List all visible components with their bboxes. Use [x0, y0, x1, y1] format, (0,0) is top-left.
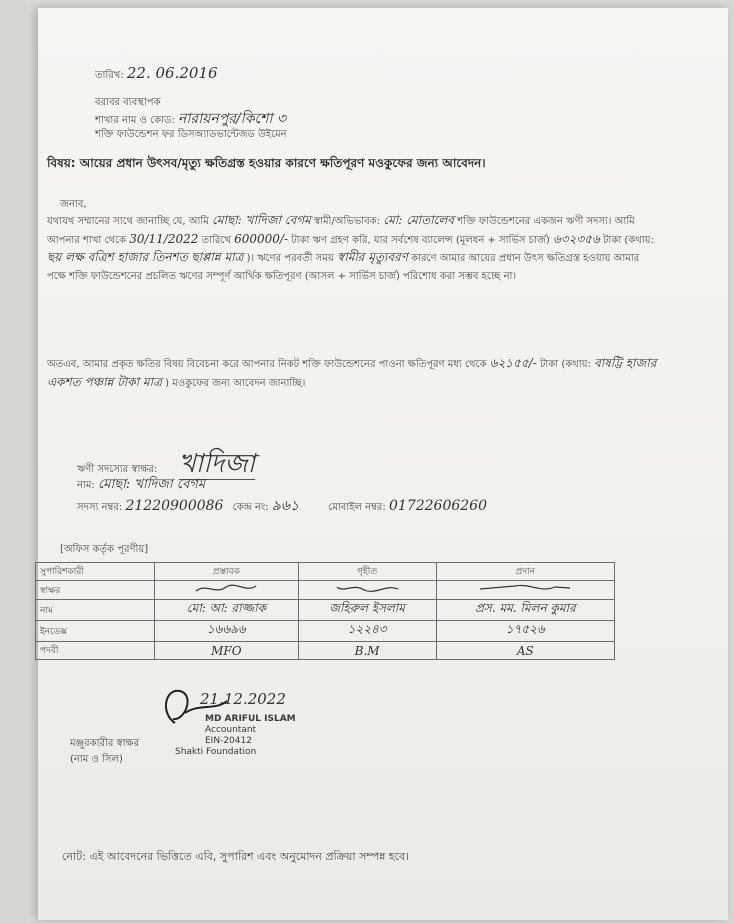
balance-words: ছয় লক্ষ বত্রিশ হাজার তিনশত ছাপ্পান্ন মাত্র [47, 250, 244, 264]
table-row [36, 600, 615, 621]
table-cell: MFO [155, 642, 299, 660]
borrower-details-line [77, 494, 487, 518]
p1-text-b: স্বামী/অভিভাবক: [314, 216, 381, 227]
signature-cell [436, 581, 614, 600]
org-line: শক্তি ফাউন্ডেশন ফর ডিসঅ্যাডভান্টেজড উইমেন [95, 129, 287, 140]
guardian-name: মো: মোতালেব [383, 213, 455, 227]
signature-cell [155, 581, 299, 600]
borrower-name-line [77, 475, 205, 496]
table-row [36, 621, 615, 642]
stamp-title: Accountant [205, 725, 257, 735]
table-cell: ১৬৬৯৬ [155, 621, 299, 642]
branch-value: নারায়নপুর/কিশো ৩ [177, 111, 287, 127]
salutation: জনাব, [60, 199, 87, 210]
table-header-row [36, 563, 615, 581]
waiver-words: বাষট্টি হাজার একশত পঞ্চান্ন টাকা মাত্র [47, 356, 657, 389]
body-paragraph-2 [47, 355, 657, 392]
table-cell: মো: আ: রাজ্জাক [155, 600, 299, 621]
table-cell: ১২২৪৩ [298, 621, 436, 642]
approver-stamp [175, 714, 296, 758]
table-cell: AS [436, 642, 614, 660]
center-label: কেন্দ্র নং: [232, 502, 269, 513]
signature-cell [298, 581, 436, 600]
body-paragraph-1 [47, 212, 657, 285]
row-label: ইনডেক্স [36, 621, 155, 642]
member-no: 21220900086 [125, 498, 224, 514]
signature-scribble-icon [332, 581, 402, 596]
approver-label-1: মঞ্জুরকারীর স্বাক্ষর [70, 738, 140, 749]
table-row [36, 642, 615, 660]
approver-date: 21.12.2022 [200, 690, 286, 708]
signature-scribble-icon [475, 581, 575, 596]
p2-text-a: অতএব, আমার প্রকৃত ক্ষতির বিষয় বিবেচনা করে আপনার নিকট শক্তি ফাউন্ডেশনের পাওনা ক্ষতিপূরণ মধ্য থেকে [47, 359, 487, 370]
branch-label: শাখার নাম ও কোড: [95, 115, 175, 126]
loss-reason: স্বামীর মৃত্যুবরণ [336, 250, 408, 264]
p1-text-a: যথাযথ সম্মানের সাথে জানাচ্ছি যে, আমি [47, 216, 209, 227]
p1-text-f: টাকা (কথায়: [602, 234, 654, 246]
borrower-name-label: নাম: [77, 480, 95, 491]
borrower-name: মোছা: খাদিজা বেগম [97, 477, 206, 492]
to-label: বরাবর [95, 97, 121, 108]
p1-text-e: টাকা ঋণ গ্রহণ করি, যার সর্বশেষ ব্যালেন্স (মূলধন + সার্ভিস চার্জ) [291, 234, 550, 246]
loan-date: 30/11/2022 [129, 231, 199, 246]
row-label: নাম [36, 600, 155, 621]
applicant-name: মোছা: খাদিজা বেগম [212, 213, 311, 227]
borrower-signature: খাদিজা [178, 449, 256, 479]
mobile-no: 01722606260 [389, 498, 487, 514]
table-cell: জহিরুল ইসলাম [298, 600, 436, 621]
stamp-ein: EIN-20412 [205, 736, 252, 746]
office-use-label: [অফিস কর্তৃক পূরণীয়] [60, 544, 149, 555]
waiver-amount: ৬২১৫৫/- [489, 356, 537, 370]
approval-table [35, 562, 615, 660]
p2-text-b: টাকা (কথায়: [539, 359, 591, 370]
p2-text-c: ) মওকুফের জন্য আবেদন জানাচ্ছি। [165, 377, 306, 389]
row-label: স্বাক্ষর [36, 581, 155, 600]
p1-text-c: শক্তি ফাউন্ডেশনের একজন ঋণী সদস্য। আমি আপনার শাখা থেকে [47, 216, 635, 246]
center-no: ৯৬১ [271, 498, 300, 514]
table-cell: প্রস. মম. মিলন কুমার [436, 600, 614, 621]
loan-amount: 600000/- [234, 231, 289, 246]
date-label: তারিখ: [95, 70, 124, 81]
stamp-org: Shakti Foundation [175, 747, 257, 757]
mobile-label: মোবাইল নম্বর: [328, 502, 386, 513]
balance-amount: ৬৩২৩৫৬ [552, 231, 600, 246]
table-header-cell: সুপারিশকারী [36, 563, 155, 581]
date-value: 22. 06.2016 [126, 64, 218, 82]
borrower-signature-label: ঋণী সদস্যের স্বাক্ষর: [77, 464, 158, 475]
p1-text-h: কারণে আমার আয়ের প্রধান উৎস ক্ষতিগ্রস্ত হওয়ায় আমার পক্ষে শক্তি ফাউন্ডেশনের প্রচলিত ঋণের সম্পূর্ণ আর্থিক ক্ষতিপূরণ (আসল + সার্ভিস চার্জ) পরিশোধ করা সম্ভব হচ্ছে না। [47, 253, 640, 282]
subject-line: বিষয়: আয়ের প্রধান উৎসব/মৃত্যু ক্ষতিগ্রস্ত হওয়ার কারণে ক্ষতিপূরণ মওকুফের জন্য আবেদন। [47, 156, 486, 170]
table-cell: B.M [298, 642, 436, 660]
table-header-cell: প্রস্তাবক [155, 563, 299, 581]
date-line [95, 64, 218, 85]
footer-note: নোট: এই আবেদনের ভিত্তিতে এবি, সুপারিশ এবং অনুমোদন প্রক্রিয়া সম্পন্ন হবে। [62, 850, 410, 863]
p1-text-g: )। ঋণের পরবর্তী সময় [246, 253, 334, 264]
table-header-cell: প্রদান [436, 563, 614, 581]
to-title: ব্যবস্থাপক [123, 97, 161, 108]
table-cell: ১৭৫২৬ [436, 621, 614, 642]
member-no-label: সদস্য নম্বর: [77, 502, 123, 513]
signature-scribble-icon [191, 581, 261, 596]
p1-text-d: তারিখে [201, 234, 231, 246]
stamp-name: MD ARIFUL ISLAM [205, 714, 296, 724]
approver-label-2: (নাম ও সিল) [70, 754, 123, 765]
table-header-cell: গৃহীত [298, 563, 436, 581]
table-row [36, 581, 615, 600]
row-label: পদবী [36, 642, 155, 660]
